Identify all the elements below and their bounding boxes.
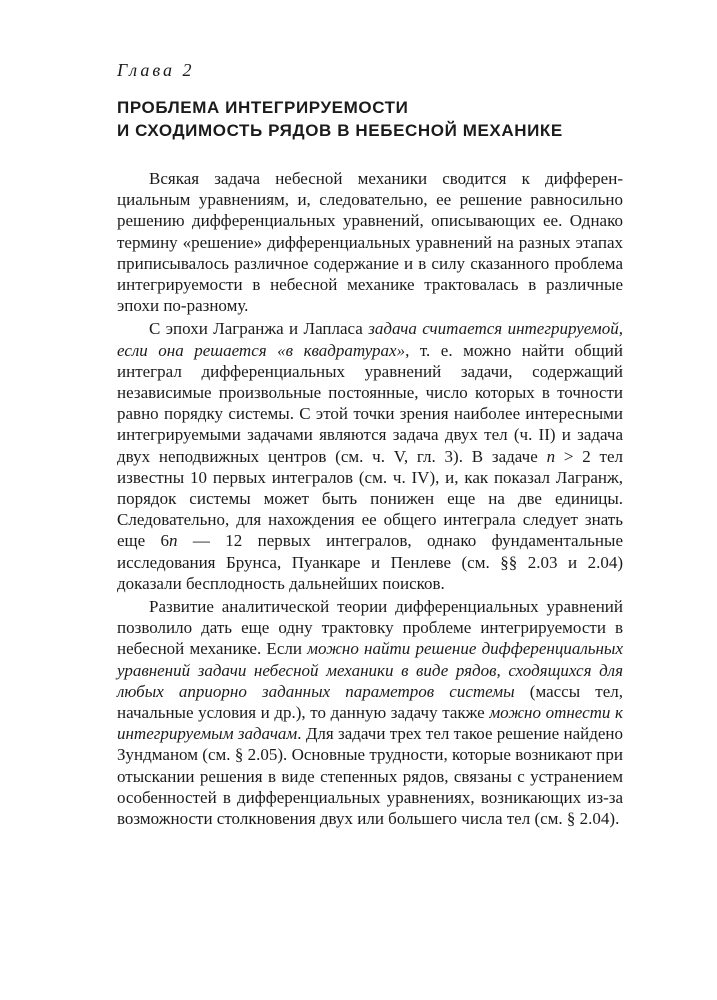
chapter-label: Глава 2 [117, 60, 195, 80]
paragraph-2 [117, 318, 623, 594]
paragraph-3-text-e: . Для задачи трех тел такое решение найдено Зундманом (см. § 2.05). Основные трудности, которые возникают при отыскании решения в виде степенных рядов, связаны с устранением особенностей в дифференциальных уравнениях, возникающих из-за возможности столкновения двух или большего числа тел (см. § 2.04). [117, 724, 623, 829]
paragraph-3 [117, 596, 623, 829]
paragraph-3-text-c: (массы тел, начальные условия и др.), то данную задачу также [117, 681, 623, 723]
paragraph-3-italic-integrable: можно отнести к интегрируемым задачам [117, 703, 623, 744]
paragraph-3-text-a: Развитие аналитической теории дифференциальных уравнений позволило дать еще одну трактовку проблеме интегрируемости в небесной механике. Если [117, 597, 623, 659]
chapter-title [117, 96, 623, 142]
paragraph-1: Всякая задача небесной механики сводится к дифференциальным уравнениям, и, следовательно, ее решение равносильно решению дифференциальных уравнений, описывающих ее. Однако термину «решение» дифференциальных уравнений на разных этапах приписывалось различное содержание и в силу сказанного проблема интегрируемости в небесной механике трактовалась в различные эпохи по-разному. [117, 169, 623, 316]
paragraph-2-italic-definition: задача считается интегрируемой, если она решается «в квадратурах» [117, 319, 624, 360]
paragraph-2-text-a: С эпохи Лагранжа и Лапласа [149, 319, 369, 339]
chapter-title-line-2: И СХОДИМОСТЬ РЯДОВ В НЕБЕСНОЙ МЕХАНИКЕ [117, 121, 563, 140]
paragraph-2-var-n: n [546, 446, 556, 466]
chapter-title-line-1: ПРОБЛЕМА ИНТЕГРИРУЕМОСТИ [117, 98, 409, 117]
paragraph-2-text-c: , т. е. можно найти общий интеграл дифференциальных уравнений задачи, содержащий независимые произвольные постоянные, число которых в точности равно порядку системы. С этой точки зрения наиболее интересными интегрируемыми задачами являются задача двух тел (ч. II) и задача двух неподвижных центров (см. ч. V, гл. 3). В задаче [117, 340, 623, 466]
paragraph-2-text-e: — 12 первых интегралов, однако фундаментальные исследования Брунса, Пуанкаре и Пенлеве (см. §§ 2.03 и 2.04) доказали бесплодность дальнейших поисков. [117, 531, 623, 593]
paragraph-2-text-d: > 2 тел известны 10 первых интегралов (см. ч. IV), и, как показал Лагранж, порядок системы может быть понижен еще на две единицы. Следовательно, для нахождения ее общего интеграла следует знать еще 6 [117, 446, 623, 551]
book-page [117, 58, 623, 829]
paragraph-2-var-n-2: n [169, 531, 178, 551]
paragraph-3-italic-series: можно найти решение дифференциальных уравнений задачи небесной механики в виде рядов, сходящихся для любых априорно заданных параметров системы [117, 639, 623, 701]
